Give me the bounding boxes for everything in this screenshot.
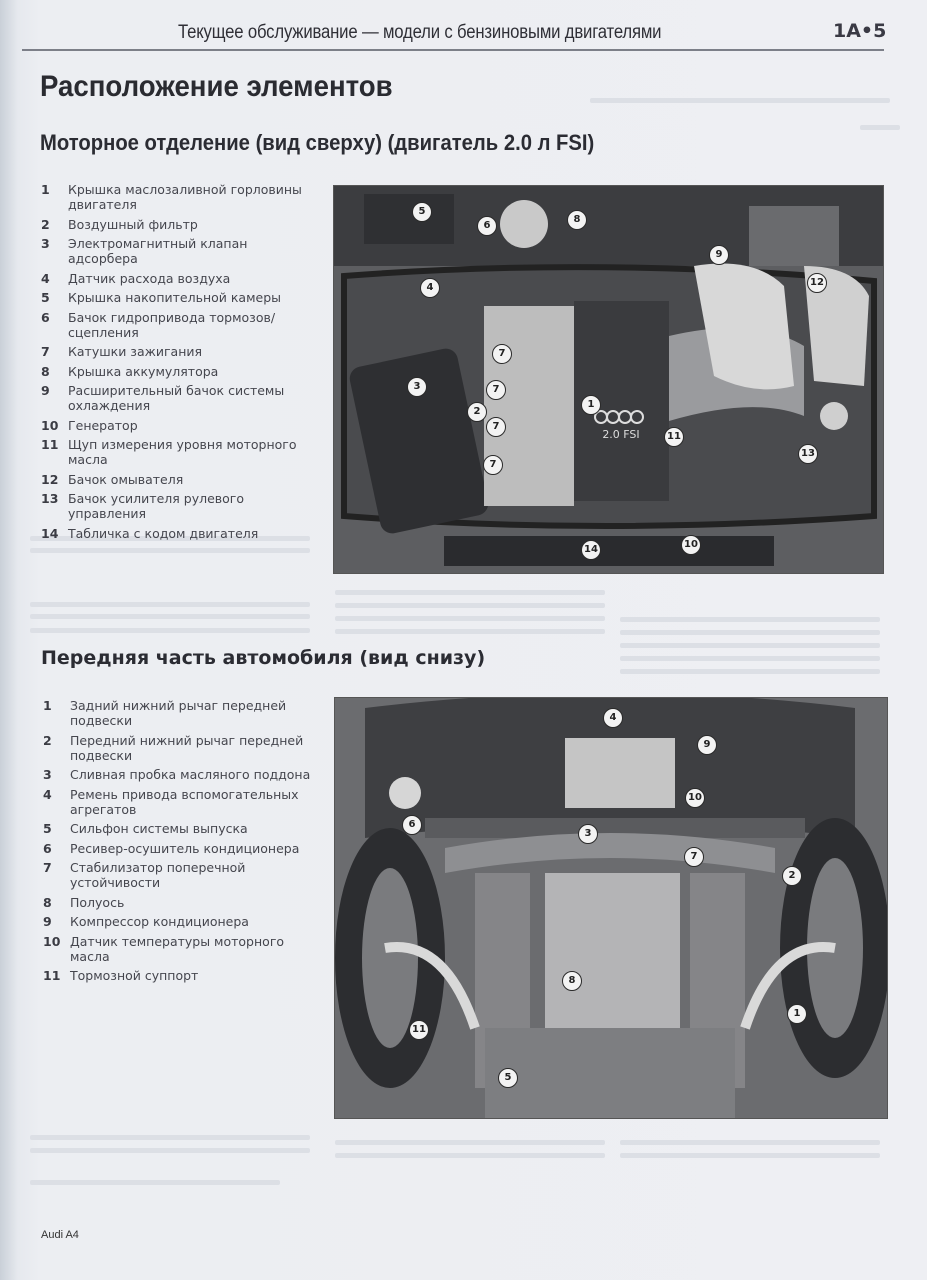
underside-illustration <box>335 698 887 1118</box>
callout-marker: 9 <box>709 245 729 265</box>
legend-label: Крышка накопительной камеры <box>68 290 282 305</box>
legend-item <box>41 526 321 541</box>
legend-item <box>43 895 323 910</box>
legend-label: Расширительный бачок системы охлаждения <box>68 383 285 413</box>
legend-label: Бачок омывателя <box>68 471 184 487</box>
callout-marker: 7 <box>684 847 704 867</box>
legend-item <box>41 271 321 286</box>
legend-item <box>43 860 323 890</box>
callout-marker: 2 <box>467 402 487 422</box>
callout-marker: 8 <box>567 210 587 230</box>
legend-item <box>41 310 321 340</box>
legend-label: Воздушный фильтр <box>68 216 198 232</box>
callout-marker: 3 <box>407 377 427 397</box>
legend-label: Датчик температуры моторного масла <box>70 933 285 964</box>
legend-number: 1 <box>41 182 50 197</box>
callout-marker: 7 <box>492 344 512 364</box>
legend-number: 10 <box>41 417 59 433</box>
legend-number: 4 <box>41 270 50 286</box>
legend-number: 6 <box>43 840 52 856</box>
engine-bay-title: Моторное отделение (вид сверху) (двигатель 2.0 л FSI) <box>40 130 595 155</box>
legend-label: Датчик расхода воздуха <box>68 270 231 286</box>
callout-marker: 14 <box>581 540 601 560</box>
callout-marker: 11 <box>664 427 684 447</box>
legend-label: Сильфон системы выпуска <box>70 821 248 836</box>
legend-label: Бачок гидропривода тормозов/ сцепления <box>68 309 276 340</box>
legend-item <box>41 344 321 359</box>
callout-marker: 10 <box>685 788 705 808</box>
callout-marker: 2 <box>782 866 802 886</box>
legend-number: 8 <box>41 363 50 379</box>
legend-number: 5 <box>41 290 50 305</box>
legend-number: 7 <box>43 860 52 875</box>
legend-label: Электромагнитный клапан адсорбера <box>68 236 248 266</box>
legend-item <box>41 236 321 266</box>
legend-number: 10 <box>43 933 61 949</box>
legend-number: 2 <box>43 732 52 748</box>
legend-item <box>41 217 321 232</box>
legend-item <box>41 182 321 212</box>
header-divider <box>22 49 884 51</box>
legend-item <box>41 437 321 467</box>
legend-item <box>41 418 321 433</box>
legend-item <box>43 968 323 983</box>
underside-photo <box>334 697 888 1119</box>
legend-label: Передний нижний рычаг передней подвески <box>70 732 304 763</box>
page-number: 1A•5 <box>833 20 887 42</box>
legend-item <box>43 767 323 782</box>
legend-item <box>41 472 321 487</box>
callout-marker: 4 <box>603 708 623 728</box>
legend-number: 8 <box>43 894 52 910</box>
callout-marker: 7 <box>486 380 506 400</box>
underside-title: Передняя часть автомобиля (вид снизу) <box>41 647 486 669</box>
legend-label: Крышка маслозаливной горловины двигателя <box>68 182 302 212</box>
legend-item <box>43 914 323 929</box>
legend-number: 5 <box>43 821 52 836</box>
legend-label: Тормозной суппорт <box>70 968 199 983</box>
callout-marker: 3 <box>578 824 598 844</box>
callout-marker: 1 <box>787 1004 807 1024</box>
legend-item <box>43 841 323 856</box>
legend-item <box>41 383 321 413</box>
legend-label: Катушки зажигания <box>68 344 203 359</box>
legend-label: Крышка аккумулятора <box>68 363 219 379</box>
callout-marker: 5 <box>498 1068 518 1088</box>
legend-number: 4 <box>43 786 52 802</box>
legend-label: Полуось <box>70 894 125 910</box>
legend-item <box>43 698 323 728</box>
legend-label: Бачок усилителя рулевого управления <box>68 491 244 521</box>
legend-number: 2 <box>41 216 50 232</box>
legend-item <box>43 934 323 964</box>
legend-number: 3 <box>41 236 50 251</box>
callout-marker: 9 <box>697 735 717 755</box>
legend-item <box>43 821 323 836</box>
legend-number: 14 <box>41 525 59 541</box>
legend-label: Стабилизатор поперечной устойчивости <box>70 860 246 890</box>
callout-marker: 13 <box>798 444 818 464</box>
legend-label: Сливная пробка масляного поддона <box>70 767 311 782</box>
engine-bay-legend <box>41 182 321 545</box>
legend-label: Ресивер-осушитель кондиционера <box>70 840 300 856</box>
legend-item <box>41 364 321 379</box>
engine-bay-photo <box>333 185 884 574</box>
section-title: Расположение элементов <box>40 70 393 103</box>
callout-marker: 4 <box>420 278 440 298</box>
legend-item <box>41 491 321 521</box>
legend-number: 11 <box>41 437 59 452</box>
running-header-title: Текущее обслуживание — модели с бензиновыми двигателями <box>178 22 662 43</box>
legend-label: Компрессор кондиционера <box>70 914 249 929</box>
legend-number: 9 <box>41 383 50 398</box>
legend-item <box>43 787 323 817</box>
legend-item <box>41 290 321 305</box>
legend-number: 12 <box>41 471 59 487</box>
legend-number: 7 <box>41 344 50 359</box>
callout-marker: 7 <box>486 417 506 437</box>
legend-number: 3 <box>43 767 52 782</box>
legend-number: 11 <box>43 968 61 983</box>
callout-marker: 5 <box>412 202 432 222</box>
callout-marker: 7 <box>483 455 503 475</box>
legend-label: Табличка с кодом двигателя <box>68 525 259 541</box>
legend-label: Задний нижний рычаг передней подвески <box>70 698 287 728</box>
legend-label: Ремень привода вспомогательных агрегатов <box>70 786 299 817</box>
callout-marker: 6 <box>402 815 422 835</box>
legend-label: Генератор <box>68 417 138 433</box>
legend-label: Щуп измерения уровня моторного масла <box>68 437 297 467</box>
callout-marker: 12 <box>807 273 827 293</box>
footer-model-name: Audi A4 <box>41 1229 79 1241</box>
legend-number: 13 <box>41 491 59 506</box>
underside-legend <box>43 698 323 988</box>
legend-number: 1 <box>43 698 52 713</box>
callout-marker: 6 <box>477 216 497 236</box>
callout-marker: 8 <box>562 971 582 991</box>
callout-marker: 1 <box>581 395 601 415</box>
legend-number: 9 <box>43 914 52 929</box>
engine-badge-text: 2.0 FSI <box>602 428 640 441</box>
legend-item <box>43 733 323 763</box>
callout-marker: 10 <box>681 535 701 555</box>
legend-number: 6 <box>41 309 50 325</box>
callout-marker: 11 <box>409 1020 429 1040</box>
